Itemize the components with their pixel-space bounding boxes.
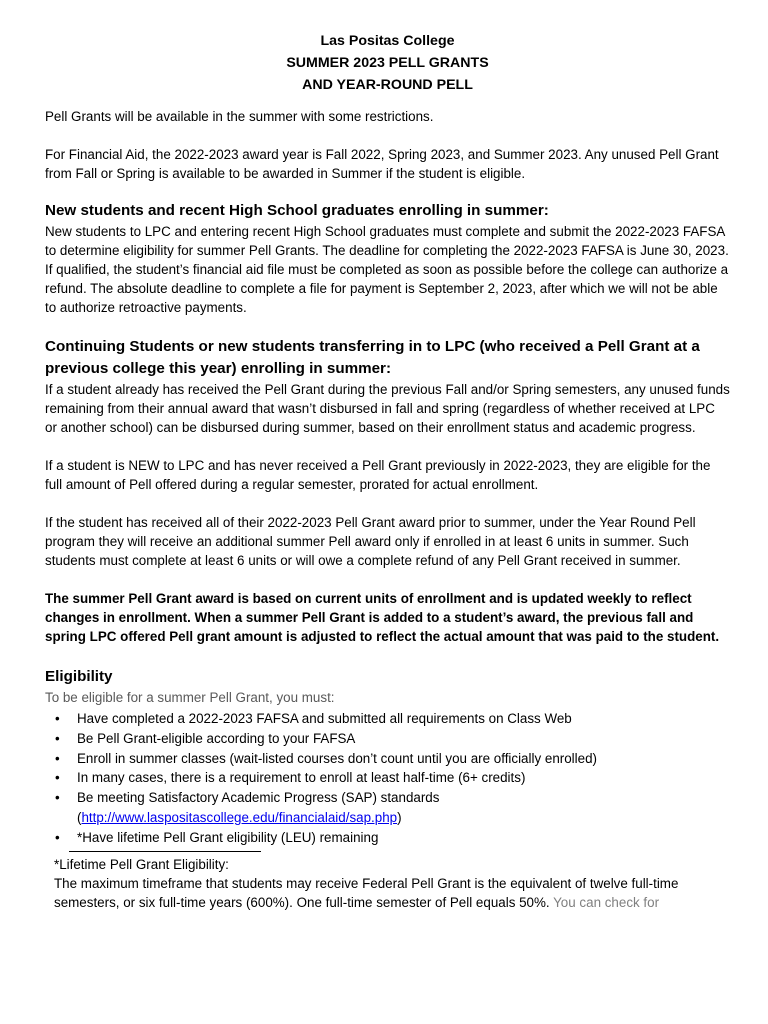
eligibility-item: • Be Pell Grant-eligible according to your FAFSA	[77, 729, 730, 749]
footnote-title: *Lifetime Pell Grant Eligibility:	[54, 856, 229, 872]
continuing-students-heading: Continuing Students or new students transferring in to LPC (who received a Pell Grant at a previous college this year) enrolling in summer:	[45, 338, 700, 377]
footnote-divider	[69, 851, 261, 852]
new-students-paragraph: New students to LPC and entering recent High School graduates must complete and submit the 2022-2023 FAFSA to determine eligibility for summer Pell Grants. The deadline for completing the 2022-2023 FAFSA is June 30, 2023. If qualified, the student’s financial aid file must be completed as soon as possible before the college can authorize a refund. The absolute deadline to complete a file for payment is September 2, 2023, after which we will not be able to authorize retroactive payments.	[45, 224, 729, 315]
footnote	[54, 855, 730, 912]
eligibility-intro: To be eligible for a summer Pell Grant, you must:	[45, 690, 335, 705]
document-title-line-1: SUMMER 2023 PELL GRANTS	[286, 55, 489, 71]
footnote-text: The maximum timeframe that students may receive Federal Pell Grant is the equivalent of twelve full-time semesters, or six full-time years (600%). One full-time semester of Pell equals 50%.	[54, 875, 679, 910]
award-year-paragraph: For Financial Aid, the 2022-2023 award year is Fall 2022, Spring 2023, and Summer 2023. Any unused Pell Grant from Fall or Spring is available to be awarded in Summer if the student is eligible.	[45, 147, 719, 181]
eligibility-item: • Enroll in summer classes (wait-listed courses don’t count until you are officially enrolled)	[77, 749, 730, 769]
footnote-body	[54, 874, 730, 912]
document-header	[45, 30, 730, 96]
college-name: Las Positas College	[320, 33, 455, 49]
sap-open-paren: (	[77, 809, 82, 825]
eligibility-heading: Eligibility	[45, 668, 113, 685]
document-title-line-2: AND YEAR-ROUND PELL	[302, 77, 473, 93]
eligibility-item-sap	[77, 788, 730, 828]
sap-text: Be meeting Satisfactory Academic Progress (SAP) standards	[77, 790, 440, 806]
eligibility-item: • Have completed a 2022-2023 FAFSA and submitted all requirements on Class Web	[77, 709, 730, 729]
eligibility-list	[45, 709, 730, 848]
award-update-note: The summer Pell Grant award is based on current units of enrollment and is updated weekly to reflect changes in enrollment. When a summer Pell Grant is added to a student’s award, the previous fall and spring LPC offered Pell grant amount is adjusted to reflect the actual amount that was paid to the student.	[45, 591, 720, 644]
sap-policy-link[interactable]: http://www.laspositascollege.edu/financialaid/sap.php	[81, 809, 398, 825]
eligibility-item: • In many cases, there is a requirement to enroll at least half-time (6+ credits)	[77, 768, 730, 788]
eligibility-item-leu: • *Have lifetime Pell Grant eligibility (LEU) remaining	[77, 828, 730, 848]
sap-close-paren: )	[397, 809, 402, 825]
new-students-heading: New students and recent High School graduates enrolling in summer:	[45, 202, 549, 219]
continuing-paragraph-1: If a student already has received the Pell Grant during the previous Fall and/or Spring semesters, any unused funds remaining from their annual award that wasn’t disbursed in fall and spring (regardless of whether received at LPC or another school) can be disbursed during summer, based on their enrollment status and academic progress.	[45, 382, 730, 435]
footnote-tail: You can check for	[553, 894, 660, 910]
intro-paragraph: Pell Grants will be available in the summer with some restrictions.	[45, 109, 434, 124]
continuing-paragraph-2: If a student is NEW to LPC and has never received a Pell Grant previously in 2022-2023, they are eligible for the full amount of Pell offered during a regular semester, prorated for actual enrollment.	[45, 458, 711, 492]
continuing-paragraph-3: If the student has received all of their 2022-2023 Pell Grant award prior to summer, under the Year Round Pell program they will receive an additional summer Pell award only if enrolled in at least 6 units in summer. Such students must complete at least 6 units or will owe a complete refund of any Pell Grant received in summer.	[45, 515, 696, 568]
